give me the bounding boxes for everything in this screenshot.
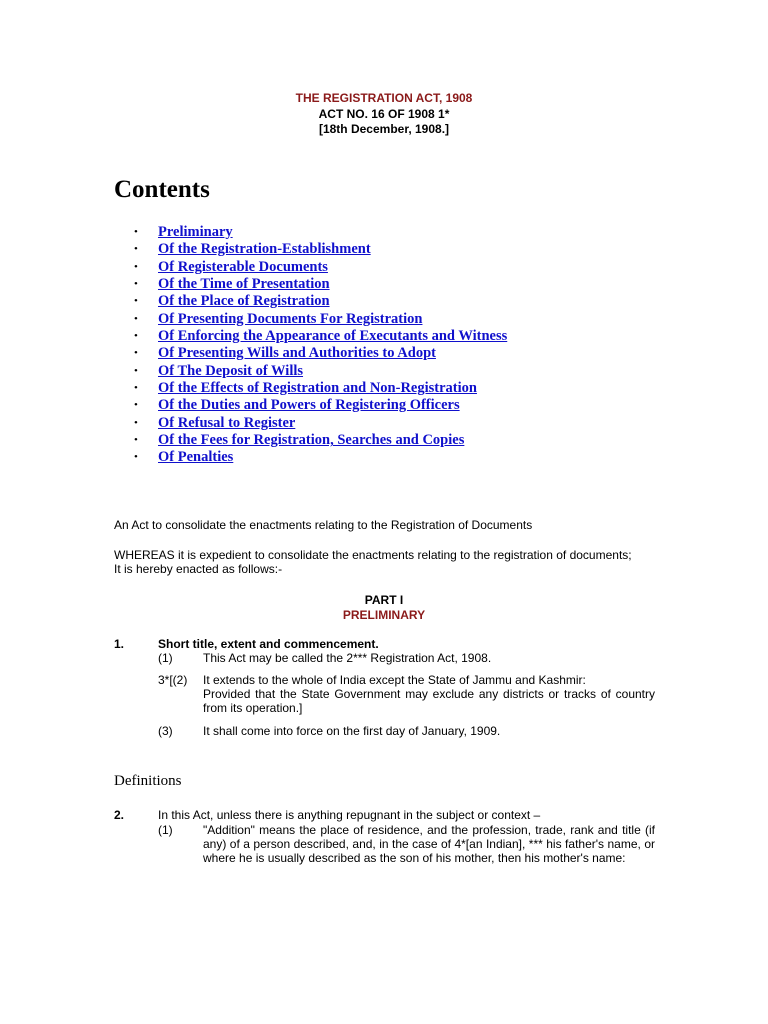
section-2-intro: In this Act, unless there is anything repugnant in the subject or context – xyxy=(158,808,541,822)
part-name: PRELIMINARY xyxy=(342,608,426,622)
list-item xyxy=(114,224,507,241)
toc-link-preliminary[interactable]: Preliminary xyxy=(158,224,233,240)
toc-link-registration-establishment[interactable]: Of the Registration-Establishment xyxy=(158,241,371,258)
bullet-icon: • xyxy=(134,330,138,343)
whereas-line-2: It is hereby enacted as follows:- xyxy=(114,562,283,576)
toc-link-penalties[interactable]: Of Penalties xyxy=(158,449,234,466)
toc-link-registerable-documents[interactable]: Of Registerable Documents xyxy=(158,258,328,275)
toc-link-presenting-documents[interactable]: Of Presenting Documents For Registration xyxy=(158,310,423,327)
list-item xyxy=(114,449,507,466)
bullet-icon: • xyxy=(134,416,138,429)
list-item xyxy=(114,380,507,397)
section-1-sub3-text: It shall come into force on the first day of January, 1909. xyxy=(203,724,501,738)
contents-list xyxy=(114,224,507,467)
bullet-icon: • xyxy=(134,399,138,412)
section-1-sub1-number: (1) xyxy=(158,651,173,665)
act-number: ACT NO. 16 OF 1908 1* xyxy=(318,107,450,121)
list-item xyxy=(114,415,507,432)
section-2-sub1-number: (1) xyxy=(158,823,173,837)
list-item xyxy=(114,328,507,345)
list-item xyxy=(114,432,507,449)
toc-link-fees[interactable]: Of the Fees for Registration, Searches and Copies xyxy=(158,432,465,449)
toc-link-duties-and-powers[interactable]: Of the Duties and Powers of Registering Officers xyxy=(158,397,460,414)
toc-link-effects-of-registration[interactable]: Of the Effects of Registration and Non-Registration xyxy=(158,380,477,397)
section-1-sub2-number: 3*[(2) xyxy=(158,673,188,687)
whereas-line-1: WHEREAS it is expedient to consolidate the enactments relating to the registration of documents; xyxy=(114,548,632,562)
bullet-icon: • xyxy=(134,382,138,395)
bullet-icon: • xyxy=(134,312,138,325)
section-1-sub3-number: (3) xyxy=(158,724,173,738)
bullet-icon: • xyxy=(134,278,138,291)
toc-link-presenting-wills[interactable]: Of Presenting Wills and Authorities to Adopt xyxy=(158,345,436,362)
section-2-sub1-text: "Addition" means the place of residence, and the profession, trade, rank and title (if any) of a person described, and, in the case of 4*[an Indian], *** his father's name, or where he is usually described as the son of his mother, then his mother's name: xyxy=(203,823,655,865)
section-2-number: 2. xyxy=(114,808,125,822)
contents-heading: Contents xyxy=(114,176,210,203)
toc-link-enforcing-appearance[interactable]: Of Enforcing the Appearance of Executants and Witness xyxy=(158,328,508,345)
list-item xyxy=(114,345,507,362)
toc-link-place-of-registration[interactable]: Of the Place of Registration xyxy=(158,293,330,310)
list-item xyxy=(114,276,507,293)
section-1-number: 1. xyxy=(114,637,125,651)
definitions-heading: Definitions xyxy=(114,773,182,789)
list-item xyxy=(114,363,507,380)
bullet-icon: • xyxy=(134,295,138,308)
act-title: THE REGISTRATION ACT, 1908 xyxy=(295,91,473,105)
toc-link-deposit-of-wills[interactable]: Of The Deposit of Wills xyxy=(158,362,304,379)
toc-link-refusal-to-register[interactable]: Of Refusal to Register xyxy=(158,414,296,431)
list-item xyxy=(114,241,507,258)
list-item xyxy=(114,293,507,310)
part-label: PART I xyxy=(364,593,404,607)
bullet-icon: • xyxy=(134,451,138,464)
section-1-sub2-proviso: Provided that the State Government may exclude any districts or tracks of country from its operation.] xyxy=(203,687,655,715)
list-item xyxy=(114,259,507,276)
bullet-icon: • xyxy=(134,347,138,360)
section-1-sub1-text: This Act may be called the 2*** Registration Act, 1908. xyxy=(203,651,492,665)
list-item xyxy=(114,311,507,328)
section-1-heading: Short title, extent and commencement. xyxy=(158,637,379,651)
toc-link-time-of-presentation[interactable]: Of the Time of Presentation xyxy=(158,276,330,293)
list-item xyxy=(114,397,507,414)
bullet-icon: • xyxy=(134,260,138,273)
bullet-icon: • xyxy=(134,434,138,447)
act-date: [18th December, 1908.] xyxy=(318,122,450,136)
act-intro: An Act to consolidate the enactments relating to the Registration of Documents xyxy=(114,518,533,532)
bullet-icon: • xyxy=(134,243,138,256)
bullet-icon: • xyxy=(134,364,138,377)
section-1-sub2-text: It extends to the whole of India except the State of Jammu and Kashmir: xyxy=(203,673,586,687)
bullet-icon: • xyxy=(134,226,138,238)
